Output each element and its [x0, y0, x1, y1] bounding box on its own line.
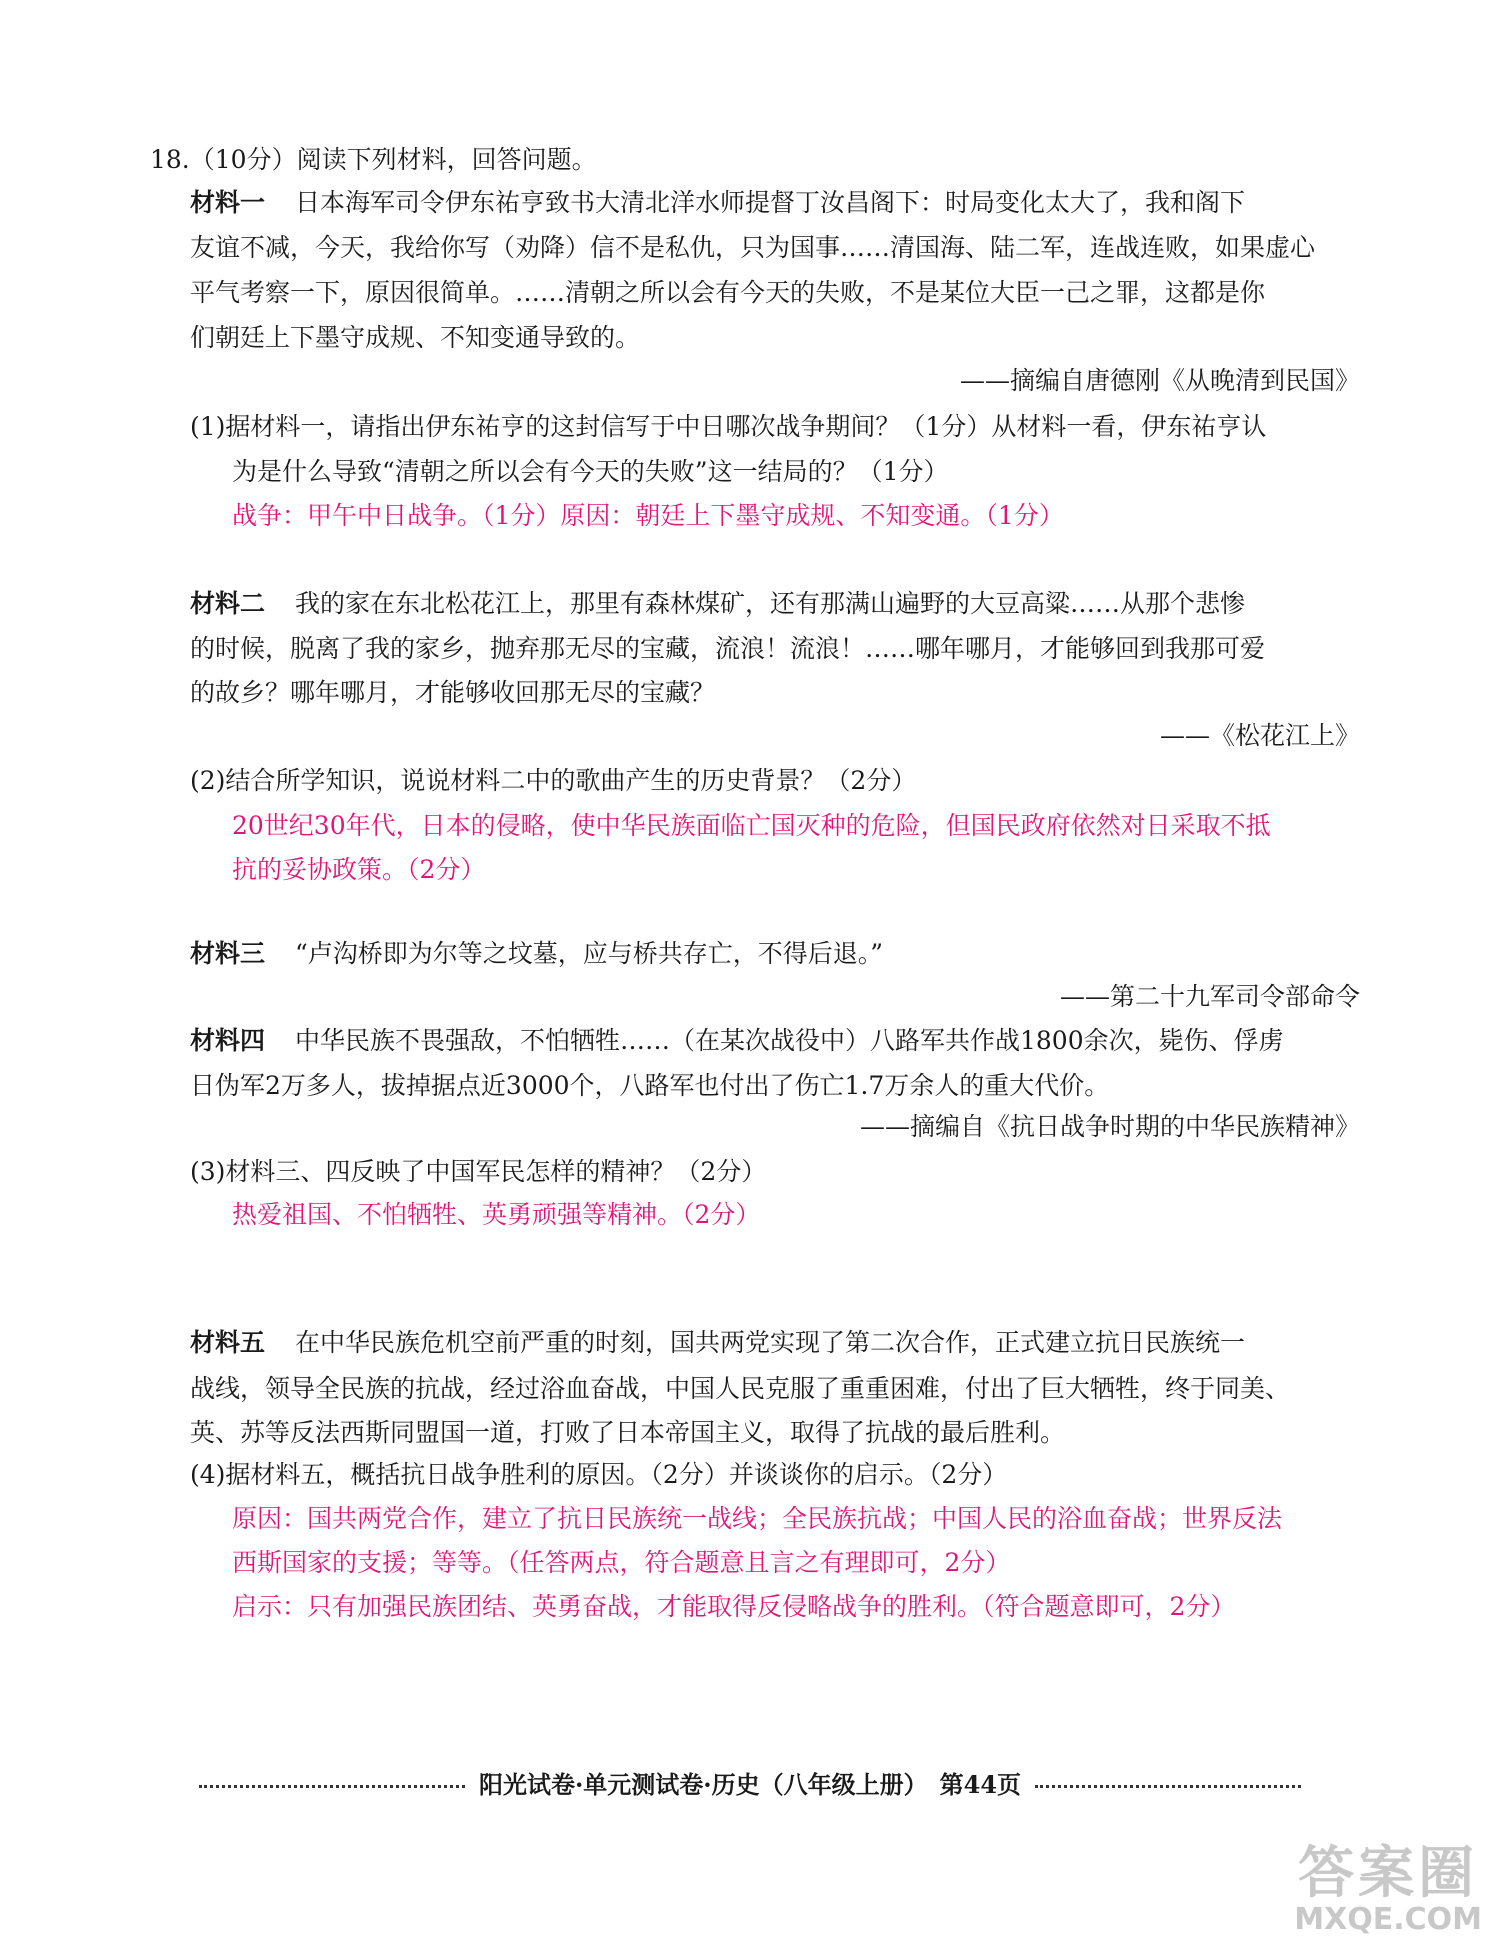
material-5-line-1 — [190, 1326, 1245, 1360]
answer-2-line-2: 抗的妥协政策。（2分） — [232, 855, 486, 884]
material-4-text-1: 中华民族不畏强敌，不怕牺牲……（在某次战役中）八路军共作战1800余次，毙伤、俘虏 — [294, 1026, 1284, 1055]
footer-text: 阳光试卷·单元测试卷·历史（八年级上册） 第44页 — [478, 1770, 1022, 1799]
question-2: (2)结合所学知识，说说材料二中的歌曲产生的历史背景？（2分） — [190, 766, 917, 795]
material-5-line-2: 战线，领导全民族的抗战，经过浴血奋战，中国人民克服了重重困难，付出了巨大牺牲，终于同美、 — [190, 1374, 1291, 1403]
answer-1: 战争：甲午中日战争。（1分）原因：朝廷上下墨守成规、不知变通。（1分） — [232, 501, 1064, 530]
page-footer — [185, 1765, 1315, 1800]
material-5-text-1: 在中华民族危机空前严重的时刻，国共两党实现了第二次合作，正式建立抗日民族统一 — [294, 1328, 1245, 1357]
material-1-line-4: 们朝廷上下墨守成规、不知变通导致的。 — [190, 323, 641, 352]
question-3: (3)材料三、四反映了中国军民怎样的精神？（2分） — [190, 1157, 767, 1186]
material-1-line-2: 友谊不减，今天，我给你写（劝降）信不是私仇，只为国事……清国海、陆二军，连战连败，如果虚心 — [190, 233, 1316, 262]
material-4-source: ——摘编自《抗日战争时期的中华民族精神》 — [859, 1112, 1360, 1141]
question-1-line-2: 为是什么导致“清朝之所以会有今天的失败”这一结局的？（1分） — [232, 457, 949, 486]
material-2-label: 材料二 — [190, 589, 266, 618]
material-1-text-1: 日本海军司令伊东祐亨致书大清北洋水师提督丁汝昌阁下：时局变化太大了，我和阁下 — [294, 188, 1245, 217]
footer-dots-left — [199, 1785, 465, 1788]
material-3-line — [190, 937, 883, 971]
footer-dots-right — [1035, 1785, 1301, 1788]
question-4: (4)据材料五，概括抗日战争胜利的原因。（2分）并谈谈你的启示。（2分） — [190, 1460, 1008, 1489]
answer-4-line-3: 启示：只有加强民族团结、英勇奋战，才能取得反侵略战争的胜利。（符合题意即可，2分） — [232, 1592, 1236, 1621]
question-1-line-1: (1)据材料一，请指出伊东祐亨的这封信写于中日哪次战争期间？（1分）从材料一看，伊东祐亨认 — [190, 412, 1267, 441]
material-1-line-1 — [190, 186, 1245, 220]
watermark — [1294, 1841, 1482, 1937]
answer-4-line-1: 原因：国共两党合作，建立了抗日民族统一战线；全民族抗战；中国人民的浴血奋战；世界反法 — [232, 1504, 1283, 1533]
material-2-text-1: 我的家在东北松花江上，那里有森林煤矿，还有那满山遍野的大豆高粱……从那个悲惨 — [294, 589, 1245, 618]
material-2-line-2: 的时候，脱离了我的家乡，抛弃那无尽的宝藏，流浪！流浪！……哪年哪月，才能够回到我那可爱 — [190, 634, 1266, 663]
material-5-label: 材料五 — [190, 1328, 266, 1357]
answer-4-line-2: 西斯国家的支援；等等。（任答两点，符合题意且言之有理即可，2分） — [232, 1548, 1011, 1577]
material-1-label: 材料一 — [190, 188, 266, 217]
material-2-line-3: 的故乡？哪年哪月，才能够收回那无尽的宝藏？ — [190, 678, 716, 707]
material-4-line-2: 日伪军2万多人，拔掉据点近3000个，八路军也付出了伤亡1.7万余人的重大代价。 — [190, 1071, 1110, 1100]
material-4-line-1 — [190, 1024, 1284, 1058]
answer-2-line-1: 20世纪30年代，日本的侵略，使中华民族面临亡国灭种的危险，但国民政府依然对日采取不抵 — [232, 811, 1271, 840]
material-4-label: 材料四 — [190, 1026, 266, 1055]
answer-3: 热爱祖国、不怕牺牲、英勇顽强等精神。（2分） — [232, 1200, 761, 1229]
watermark-logo: 答案圈 — [1298, 1841, 1479, 1906]
question-18-title: 18.（10分）阅读下列材料，回答问题。 — [150, 145, 597, 174]
material-3-label: 材料三 — [190, 939, 266, 968]
material-3-text: “卢沟桥即为尔等之坟墓，应与桥共存亡，不得后退。” — [294, 939, 884, 968]
material-1-source: ——摘编自唐德刚《从晚清到民国》 — [959, 366, 1360, 395]
material-2-line-1 — [190, 587, 1245, 621]
material-1-line-3: 平气考察一下，原因很简单。……清朝之所以会有今天的失败，不是某位大臣一己之罪，这都是你 — [190, 278, 1266, 307]
watermark-url: MXQE.COM — [1294, 1902, 1482, 1937]
material-2-source: ——《松花江上》 — [1159, 721, 1360, 750]
material-3-source: ——第二十九军司令部命令 — [1059, 982, 1360, 1011]
material-5-line-3: 英、苏等反法西斯同盟国一道，打败了日本帝国主义，取得了抗战的最后胜利。 — [190, 1418, 1066, 1447]
